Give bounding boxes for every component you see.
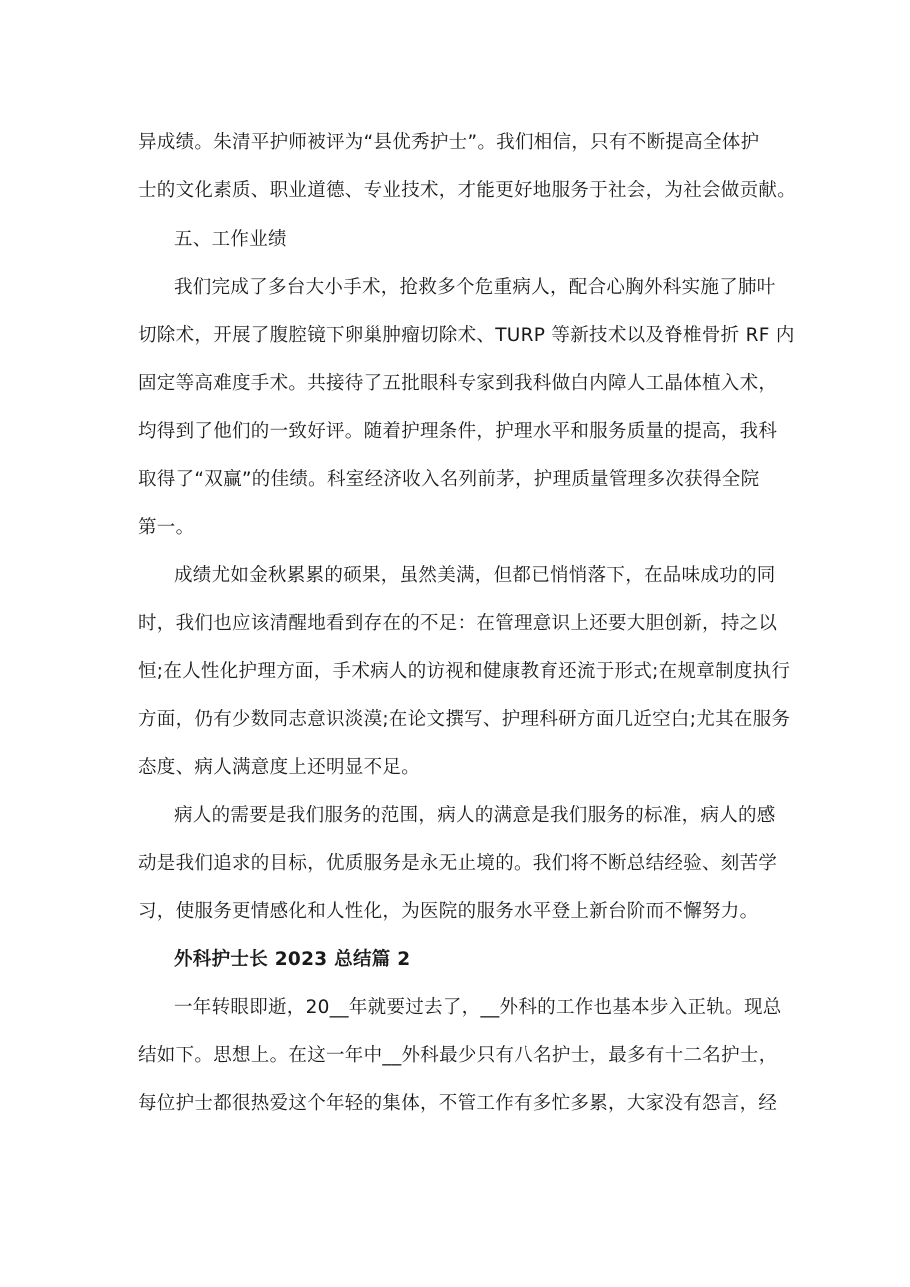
paragraph-line: 病人的需要是我们服务的范围，病人的满意是我们服务的标准，病人的感 bbox=[174, 805, 776, 826]
paragraph-line: 结如下。思想上。在这一年中__外科最少只有八名护士，最多有十二名护士， bbox=[138, 1045, 778, 1066]
paragraph-line: 异成绩。朱清平护师被评为“县优秀护士”。我们相信，只有不断提高全体护 bbox=[138, 132, 760, 153]
article-heading: 外科护士长 2023 总结篇 2 bbox=[174, 949, 411, 970]
section-heading: 五、工作业绩 bbox=[174, 229, 287, 250]
paragraph-line: 时，我们也应该清醒地看到存在的不足：在管理意识上还要大胆创新，持之以 bbox=[138, 613, 778, 634]
paragraph-line: 习，使服务更情感化和人性化，为医院的服务水平登上新台阶而不懈努力。 bbox=[138, 901, 759, 922]
paragraph-line: 取得了“双赢”的佳绩。科室经济收入名列前茅，护理质量管理多次获得全院 bbox=[138, 469, 760, 490]
paragraph-line: 成绩尤如金秋累累的硕果，虽然美满，但都已悄悄落下，在品味成功的同 bbox=[174, 565, 776, 586]
paragraph-line: 第一。 bbox=[138, 517, 195, 538]
paragraph-line: 每位护士都很热爱这个年轻的集体，不管工作有多忙多累，大家没有怨言，经 bbox=[138, 1093, 778, 1114]
paragraph-line: 恒;在人性化护理方面，手术病人的访视和健康教育还流于形式;在规章制度执行 bbox=[138, 661, 791, 682]
paragraph-line: 我们完成了多台大小手术，抢救多个危重病人，配合心胸外科实施了肺叶 bbox=[174, 277, 776, 298]
paragraph-line: 切除术，开展了腹腔镜下卵巢肿瘤切除术、TURP 等新技术以及脊椎骨折 RF 内 bbox=[138, 325, 795, 346]
paragraph-line: 士的文化素质、职业道德、专业技术，才能更好地服务于社会，为社会做贡献。 bbox=[138, 180, 797, 201]
paragraph-line: 态度、病人满意度上还明显不足。 bbox=[138, 757, 421, 778]
paragraph-line: 固定等高难度手术。共接待了五批眼科专家到我科做白内障人工晶体植入术， bbox=[138, 373, 778, 394]
paragraph-line: 均得到了他们的一致好评。随着护理条件，护理水平和服务质量的提高，我科 bbox=[138, 421, 778, 442]
paragraph-line: 动是我们追求的目标，优质服务是永无止境的。我们将不断总结经验、刻苦学 bbox=[138, 853, 778, 874]
paragraph-line: 一年转眼即逝，20__年就要过去了，__外科的工作也基本步入正轨。现总 bbox=[174, 997, 782, 1018]
paragraph-line: 方面，仍有少数同志意识淡漠;在论文撰写、护理科研方面几近空白;尤其在服务 bbox=[138, 709, 791, 730]
